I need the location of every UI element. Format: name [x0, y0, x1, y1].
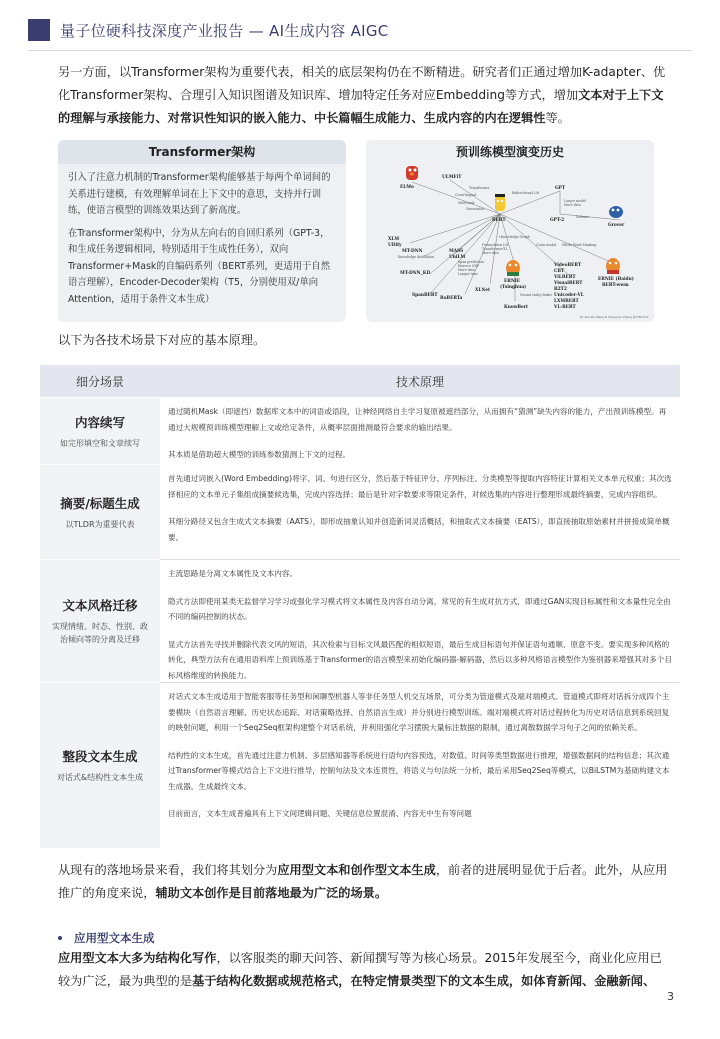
header-square-icon [28, 19, 50, 41]
edge-label-neural-entity: Neural entity linker [520, 293, 552, 297]
table-header-scene: 细分场景 [75, 374, 124, 389]
node-b2t2: B2T2 [554, 287, 567, 292]
principle-para: 显式方法首先寻找并删除代表文风的短语，其次检索与目标文风最匹配的相似短语，最后生成目标语句并保证语句通顺、原意不变。要实现多种风格的转化，典型方法有在通用语料库上预训练基于Transformer的语言模型来初始化编码器-解码器，然后以多种风格语言模型作为鉴别器来增强其对多个目标风格维度的转换能力。 [168, 639, 672, 680]
node-gpt: GPT [555, 186, 566, 191]
edge-label-remove-nsp: Remove NSP [458, 264, 480, 268]
scene-sub: 如完形填空和文章续写 [60, 438, 140, 448]
ernie-tsinghua-character-icon [506, 260, 520, 276]
node-ulmfit: ULMFiT [442, 175, 462, 180]
page-header [28, 17, 389, 43]
ernie-baidu-character-icon [606, 258, 620, 274]
principle-para: 隐式方法即使用某类无监督学习学习或强化学习模式将文本属性及内容自动分离，常见的有生成对抗方式，即通过GAN实现目标属性和文本量性完全由不同的编码控制的状态。 [168, 596, 671, 621]
edge-label-cross-modal: Cross-modal [536, 243, 557, 247]
header-title: 量子位硬科技深度产业报告 — AI生成内容 AIGC [60, 21, 389, 40]
node-cbt: CBT [554, 269, 565, 274]
node-lxmert: LXMBERT [554, 299, 579, 304]
table-intro: 以下为各技术场景下对应的基本原理。 [58, 333, 266, 347]
edge-label-more-data-2: More data [458, 268, 475, 272]
table-row [40, 560, 680, 682]
node-ernie-tsinghua: ERNIE [504, 279, 521, 284]
transformer-para-1: 引入了注意力机制的Transformer架构能够基于每两个单词间的关系进行建模，有效理解单词在上下文中的意思，支持并行训练，使语言模型的训练效果达到了新高度。 [68, 172, 331, 216]
pretrain-evolution-diagram [370, 166, 650, 320]
page-number: 3 [667, 990, 674, 1003]
node-visualbert: VisualBERT [554, 281, 583, 286]
node-bert: BERT [492, 218, 506, 223]
pretrain-history-title: 预训练模型演变历史 [455, 145, 564, 159]
table-header-principle: 技术原理 [395, 374, 444, 389]
scene-sub: 对话式&结构性文本生成 [56, 773, 144, 782]
edge-label-cross-lingual: Cross-lingual [455, 193, 477, 197]
transformer-para-2: 在Transformer架构中，分为从左向右的自回归系列（GPT-3，和生成任务逻辑相同，特别适用于生成性任务），双向Transformer+Mask的自编码系列（BERT系列，更适用于自然语言理解），Encoder-Decoder架构（T5，分别使用双/单向Attention，适用于条件文本生成） [68, 227, 331, 305]
node-elmo: ELMo [400, 185, 414, 190]
transformer-panel-title: Transformer架构 [58, 140, 346, 164]
edge-label-more-data: More data [564, 203, 581, 207]
node-xlm: XLM [388, 237, 400, 242]
table-row [40, 683, 680, 848]
node-ernie-baidu: ERNIE (Baidu) [598, 277, 634, 282]
principle-para: 目前而言，文本生成普遍具有上下文间逻辑问题、关键信息位置混淆、内容无中生有等问题 [168, 809, 472, 818]
node-unicoder-vl: Unicoder-VL [554, 293, 584, 298]
principle-para: 结构性的文本生成，首先通过注意力机制、多层感知器等系统进行语句内容预选，对数值、时间等类型数据进行推理，增强数据间的结构信息；其次通过Transformer等模式结合上下文进行推导，控制句法及文本连贯性，将语义与句法统一分析，最后采用Seq2Seq等模式，以BiLSTM为基础构建文本生成器，生成最终文本。 [168, 750, 670, 791]
edge-label-larger-model: Larger model [564, 199, 586, 203]
outro-paragraph: 从现有的落地场景来看，我们将其划分为应用型文本和创作型文本生成，前者的进展明显优于后者。此外，从应用推广的角度来说，辅助文本创作是目前落地最为广泛的场景。 [58, 863, 668, 900]
edge-label-more-data-3: More data [482, 251, 499, 255]
node-ernie-tsinghua-sub: (Tsinghua) [500, 285, 527, 290]
principle-para: 对话式文本生成适用于智能客服等任务型和闲聊型机器人等非任务型人机交互场景，可分类为管道模式及端对端模式。管道模式即将对话拆分成四个主要模块（自然语言理解、历史状态追踪、对话策略选择、自然语言生成）并分别进行模型训练。端对端模式将对话过程转化为历史对话信息到系统回复的映射问题，利用一个Seq2Seq框架构建整个对话系统，并利用强化学习摆脱大量标注数据的限制，通过离散数据学习句子之间的依赖关系。 [168, 692, 670, 732]
edge-label-transformer-xl: Transformer-XL [482, 247, 508, 251]
grover-character-icon [609, 206, 623, 218]
table-row [40, 398, 680, 464]
edge-label-permutation-lm: Permutation LM [482, 243, 509, 247]
node-mass: MASS [449, 249, 464, 254]
node-knowbert: KnowBert [504, 305, 529, 310]
section-bullet: 应用型文本生成 [58, 930, 155, 946]
pretrain-history-panel [366, 140, 654, 322]
edge-label-generation: Generation [466, 207, 485, 211]
scene-sub: 实现情绪、时态、性别、政治倾向等的分离及迁移 [52, 622, 148, 644]
bullet-dot-icon [58, 936, 62, 940]
node-vilbert: ViLBERT [554, 275, 576, 280]
node-unilm: UniLM [449, 255, 466, 260]
node-grover: Grover [608, 223, 625, 228]
principle-para: 其细分路径又包含生成式文本摘要（AATS），即形成抽象认知并创造新词灵活概括，和抽取式文本摘要（EATS），即直接抽取原始素材并拼接成简单概要。 [168, 517, 670, 542]
node-mtdnn-kd: MT-DNN_KD [400, 271, 431, 276]
edge-label-defense: Defense [576, 215, 590, 219]
table-row [40, 465, 680, 559]
scene-name: 摘要/标题生成 [60, 495, 140, 511]
node-roberta: RoBERTa [440, 296, 463, 301]
table-header [40, 365, 680, 397]
node-xlnet: XLNet [475, 288, 491, 293]
diagram-credit: By Xiaozhi Wang & Zhengyan Zhang @THUNLP [580, 315, 649, 319]
node-gpt2: GPT-2 [550, 218, 565, 223]
principle-para: 首先通过词嵌入(Word Embedding)将字、词、句进行区分，然后基于特征评分、序列标注、分类模型等提取内容特征计算相关文本单元权重；其次选择相应的文本单元子集组成摘要候选集，完成内容选择；最后是针对字数要求等限定条件，对候选集的内容进行整理形成最终摘要，完成内容组织。 [168, 474, 672, 499]
principle-para: 主流思路是分离文本属性及文本内容。 [168, 569, 298, 578]
node-vl-bert: VL-BERT [554, 305, 576, 310]
edge-label-transformer: Transformer [469, 186, 490, 190]
principle-para: 通过随机Mask（即遮挡）数据库文本中的词语或语段，让神经网络自主学习复原被遮挡部分，从而拥有“猜测”缺失内容的能力，产出预训练模型。再通过大规模预训练模型理解上文或给定条件，从概率层面推测最符合要求的输出结果。 [168, 407, 667, 432]
node-bert-wwm: BERT-wwm [602, 283, 629, 288]
header-divider [28, 50, 692, 51]
edge-label-bidir-lm: Bidirectional LM [512, 191, 540, 195]
edge-label-knowledge-distill: Knowledge distillation [398, 255, 435, 259]
scene-sub: 以TLDR为重要代表 [65, 519, 135, 529]
edge-label-knowledge-graph: +Knowledge Graph [498, 235, 530, 239]
transformer-panel [58, 140, 346, 322]
bert-character-icon [495, 194, 505, 211]
edge-label-multitask: Multi-task [458, 201, 475, 205]
node-spanbert: SpanBERT [412, 293, 438, 298]
intro-paragraph: 另一方面，以Transformer架构为重要代表，相关的底层架构仍在不断精进。研究者们正通过增加K-adapter、优化Transformer架构、合理引入知识图谱及知识库、增加特定任务对应Embedding等方式，增加文本对于上下文的理解与承接能力、对常识性知识的嵌入能力、中长篇幅生成能力、生成内容的内在逻辑性等。 [58, 65, 666, 125]
node-udify: UDify [388, 243, 402, 248]
scene-name: 内容续写 [74, 414, 125, 430]
node-mtdnn: MT-DNN [402, 249, 423, 254]
tech-principle-table [40, 365, 680, 818]
elmo-character-icon [406, 166, 418, 180]
principle-para: 其本质是借助超大模型的训练参数猜测上下文的过程。 [168, 450, 351, 459]
edge-label-span-pred: Span prediction [458, 260, 484, 264]
node-videobert: VideoBERT [554, 263, 582, 268]
edge-label-whole-word: Whole-Word Masking [562, 243, 597, 247]
edge-label-longer-time: Longer time [458, 272, 478, 276]
scene-name: 文本风格迁移 [62, 598, 138, 613]
scene-name: 整段文本生成 [62, 749, 138, 764]
application-text-paragraph: 应用型文本大多为结构化写作，以客服类的聊天问答、新闻撰写等为核心场景。2015年发展至今，商业化应用已较为广泛，最为典型的是基于结构化数据或规范格式，在特定情景类型下的文本生成，如体育新闻、金融新闻、 [58, 951, 662, 988]
